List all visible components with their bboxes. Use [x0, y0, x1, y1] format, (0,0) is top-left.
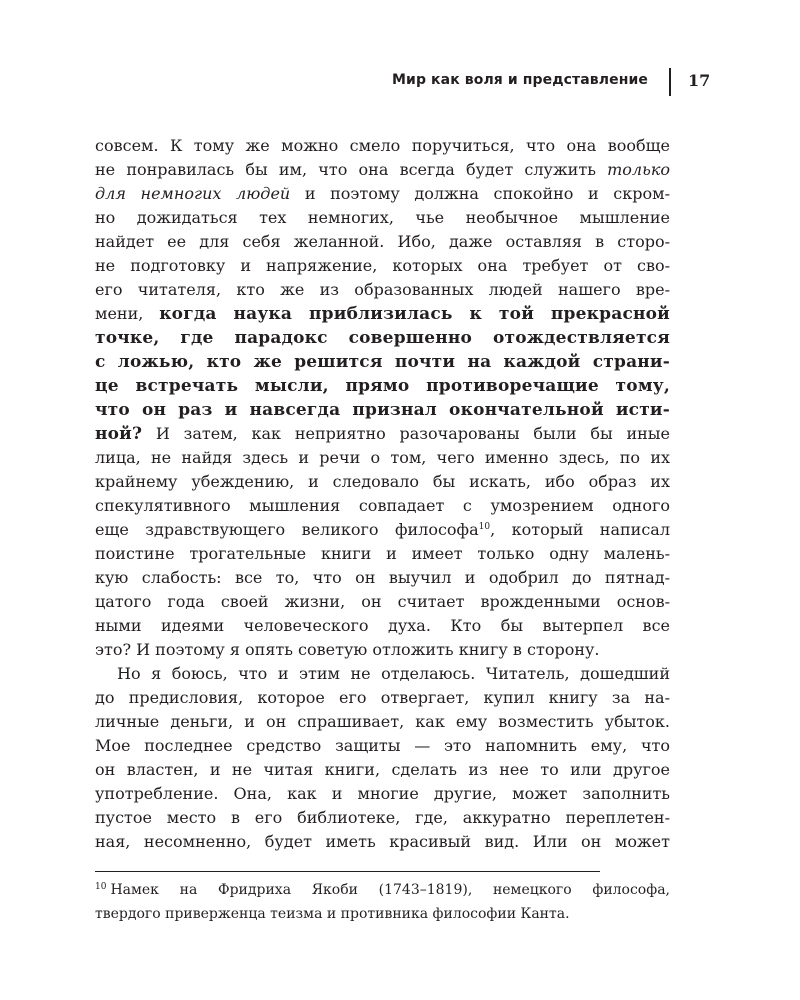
bold-text: ной?	[95, 424, 143, 444]
running-title: Мир как воля и представление	[392, 72, 648, 88]
text-line: до предисловия, которое его отвергает, купил книгу за на-	[95, 688, 670, 707]
text-line: его читателя, кто же из образованных людей нашего вре-	[95, 280, 670, 299]
text-line: совсем. К тому же можно смело поручиться, что она вообще	[95, 136, 670, 155]
text-line: точке, где парадокс совершенно отождествляется	[95, 328, 670, 348]
text-line: это? И поэтому я опять советую отложить книгу в сторону.	[95, 640, 600, 659]
text-line: не понравилась бы им, что она всегда будет служить только	[95, 160, 670, 179]
text-line: крайнему убеждению, и следовало бы искать, ибо образ их	[95, 472, 670, 491]
text-line: еще здравствующего великого философа$^{10}$, который написал	[95, 520, 670, 539]
text-line: поистине трогательные книги и имеет только одну малень-	[95, 544, 670, 563]
text-line: найдет ее для себя желанной. Ибо, даже оставляя в сторо-	[95, 232, 670, 251]
footnote-reference: 10	[478, 522, 491, 532]
text-line: с ложью, кто же решится почти на каждой страни-	[95, 352, 670, 372]
footnote	[95, 878, 670, 926]
header-divider	[669, 68, 671, 96]
footnote-line: $^{10}$ Намек на Фридриха Якоби (1743–1819), немецкого философа,	[95, 882, 670, 898]
text-line: це встречать мысли, прямо противоречащие тому,	[95, 376, 670, 396]
text-line: кую слабость: все то, что он выучил и одобрил до пятнад-	[95, 568, 670, 587]
body-text	[95, 134, 670, 854]
text-line: Мое последнее средство защиты — это напомнить ему, что	[95, 736, 670, 755]
footnote-line: твердого приверженца теизма и противника философии Канта.	[95, 906, 570, 922]
text-line: лица, не найдя здесь и речи о том, чего именно здесь, по их	[95, 448, 670, 467]
page-number: 17	[688, 71, 711, 90]
text-line: цатого года своей жизни, он считает врожденными основ-	[95, 592, 670, 611]
text-line: личные деньги, и он спрашивает, как ему возместить убыток.	[95, 712, 670, 731]
text-line: не подготовку и напряжение, которых она требует от сво-	[95, 256, 670, 275]
text-line: мени, когда наука приблизилась к той прекрасной	[95, 304, 670, 324]
bold-text: когда наука приблизилась к той прекрасной	[159, 304, 670, 324]
italic-text: для немногих людей	[95, 184, 291, 203]
running-header	[0, 68, 800, 98]
text-line: употребление. Она, как и многие другие, может заполнить	[95, 784, 670, 803]
text-line: он властен, и не читая книги, сделать из нее то или другое	[95, 760, 670, 779]
text-line: спекулятивного мышления совпадает с умозрением одного	[95, 496, 670, 515]
italic-text: только	[607, 160, 670, 179]
footnote-divider	[95, 871, 600, 872]
text-line: для немногих людей и поэтому должна спокойно и скром-	[95, 184, 670, 203]
text-line: что он раз и навсегда признал окончательной исти-	[95, 400, 670, 420]
text-line: ной? И затем, как неприятно разочарованы были бы иные	[95, 424, 670, 444]
text-line: пустое место в его библиотеке, где, аккуратно переплетен-	[95, 808, 670, 827]
text-line: ными идеями человеческого духа. Кто бы вытерпел все	[95, 616, 670, 635]
text-line: но дожидаться тех немногих, чье необычное мышление	[95, 208, 670, 227]
footnote-marker: 10	[95, 882, 107, 892]
text-line: ная, несомненно, будет иметь красивый вид. Или он может	[95, 832, 670, 851]
text-line: Но я боюсь, что и этим не отделаюсь. Читатель, дошедший	[117, 664, 670, 683]
